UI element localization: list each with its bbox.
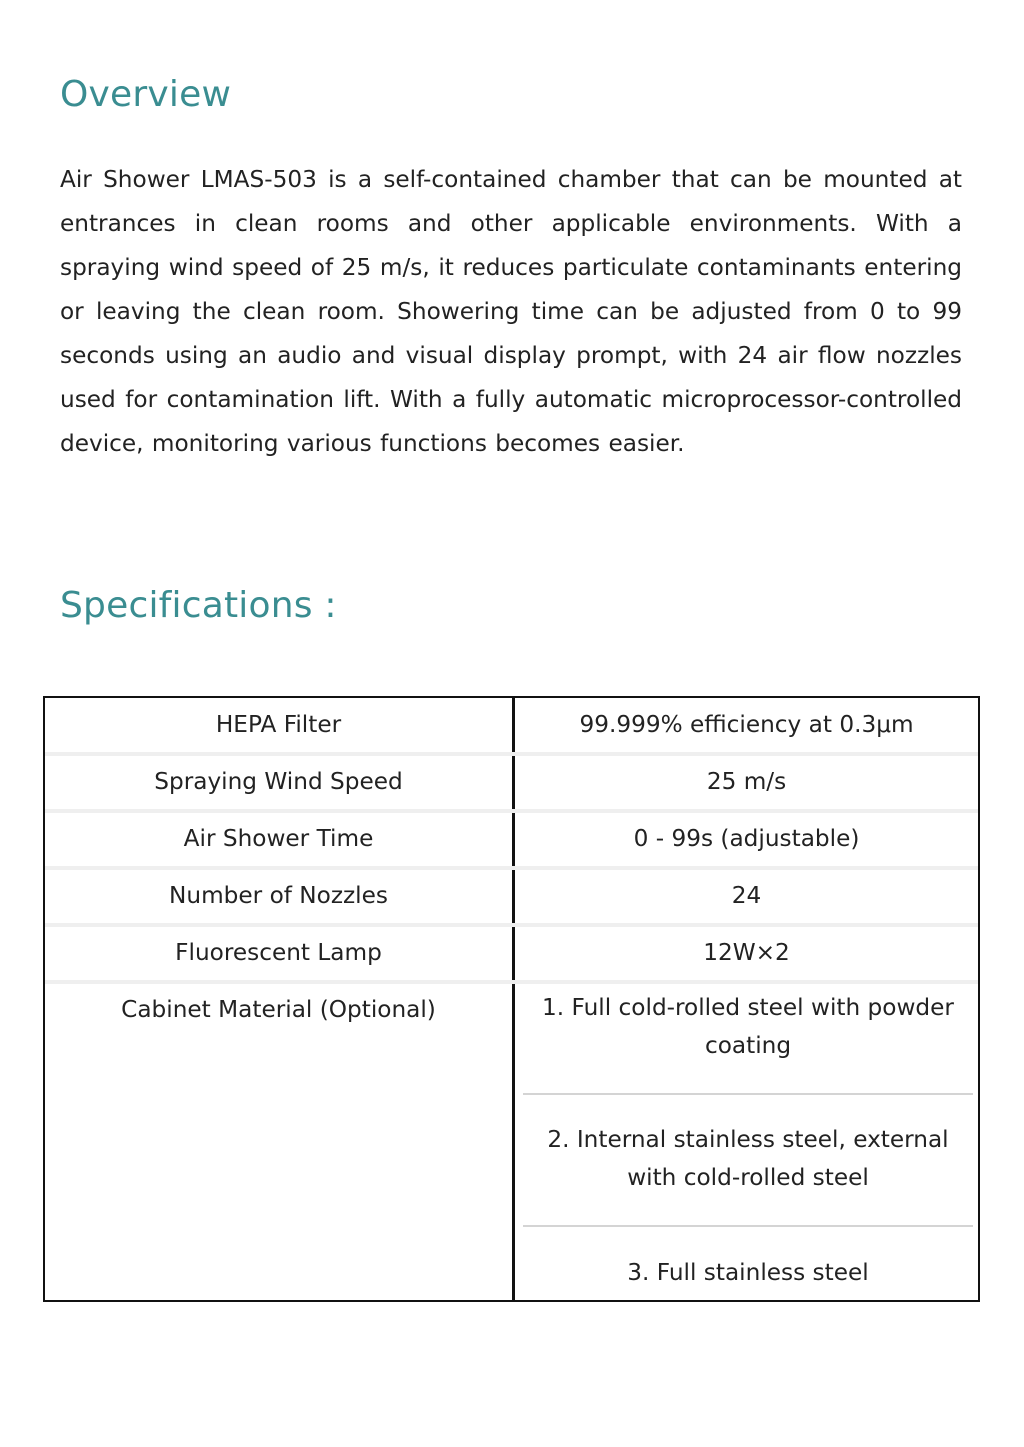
- spec-label: Fluorescent Lamp: [175, 939, 382, 966]
- spec-label: Number of Nozzles: [169, 882, 388, 909]
- specifications-heading: Specifications :: [60, 585, 337, 626]
- spec-label: Spraying Wind Speed: [154, 768, 403, 795]
- specifications-table: [43, 696, 980, 1302]
- cabinet-option: 3. Full stainless steel: [627, 1259, 869, 1286]
- spec-value: 99.999% efficiency at 0.3μm: [579, 711, 914, 738]
- overview-heading: Overview: [60, 74, 232, 115]
- table-row: [45, 926, 978, 983]
- cabinet-option: 2. Internal stainless steel, external with cold-rolled steel: [547, 1126, 949, 1191]
- table-row: [45, 869, 978, 926]
- option-divider: [523, 1093, 973, 1095]
- table-row: [45, 698, 978, 755]
- spec-value: 0 - 99s (adjustable): [633, 825, 860, 852]
- option-divider: [523, 1225, 973, 1227]
- table-row: [45, 755, 978, 812]
- overview-paragraph: Air Shower LMAS-503 is a self-contained chamber that can be mounted at entrances in clean rooms and other applicable environments. With a spraying wind speed of 25 m/s, it reduces particulate contaminants entering or leaving the clean room. Showering time can be adjusted from 0 to 99 seconds using an audio and visual display prompt, with 24 air flow nozzles used for contamination lift. With a fully automatic microprocessor-controlled device, monitoring various functions becomes easier.: [60, 166, 962, 457]
- spec-value: 12W×2: [703, 939, 790, 966]
- cabinet-option: 1. Full cold-rolled steel with powder coating: [542, 994, 954, 1059]
- spec-value: 24: [731, 882, 762, 909]
- spec-label: HEPA Filter: [215, 711, 342, 738]
- spec-label: Air Shower Time: [183, 825, 374, 852]
- spec-value: 25 m/s: [706, 768, 787, 795]
- spec-label: Cabinet Material (Optional): [121, 996, 436, 1023]
- table-row: [45, 812, 978, 869]
